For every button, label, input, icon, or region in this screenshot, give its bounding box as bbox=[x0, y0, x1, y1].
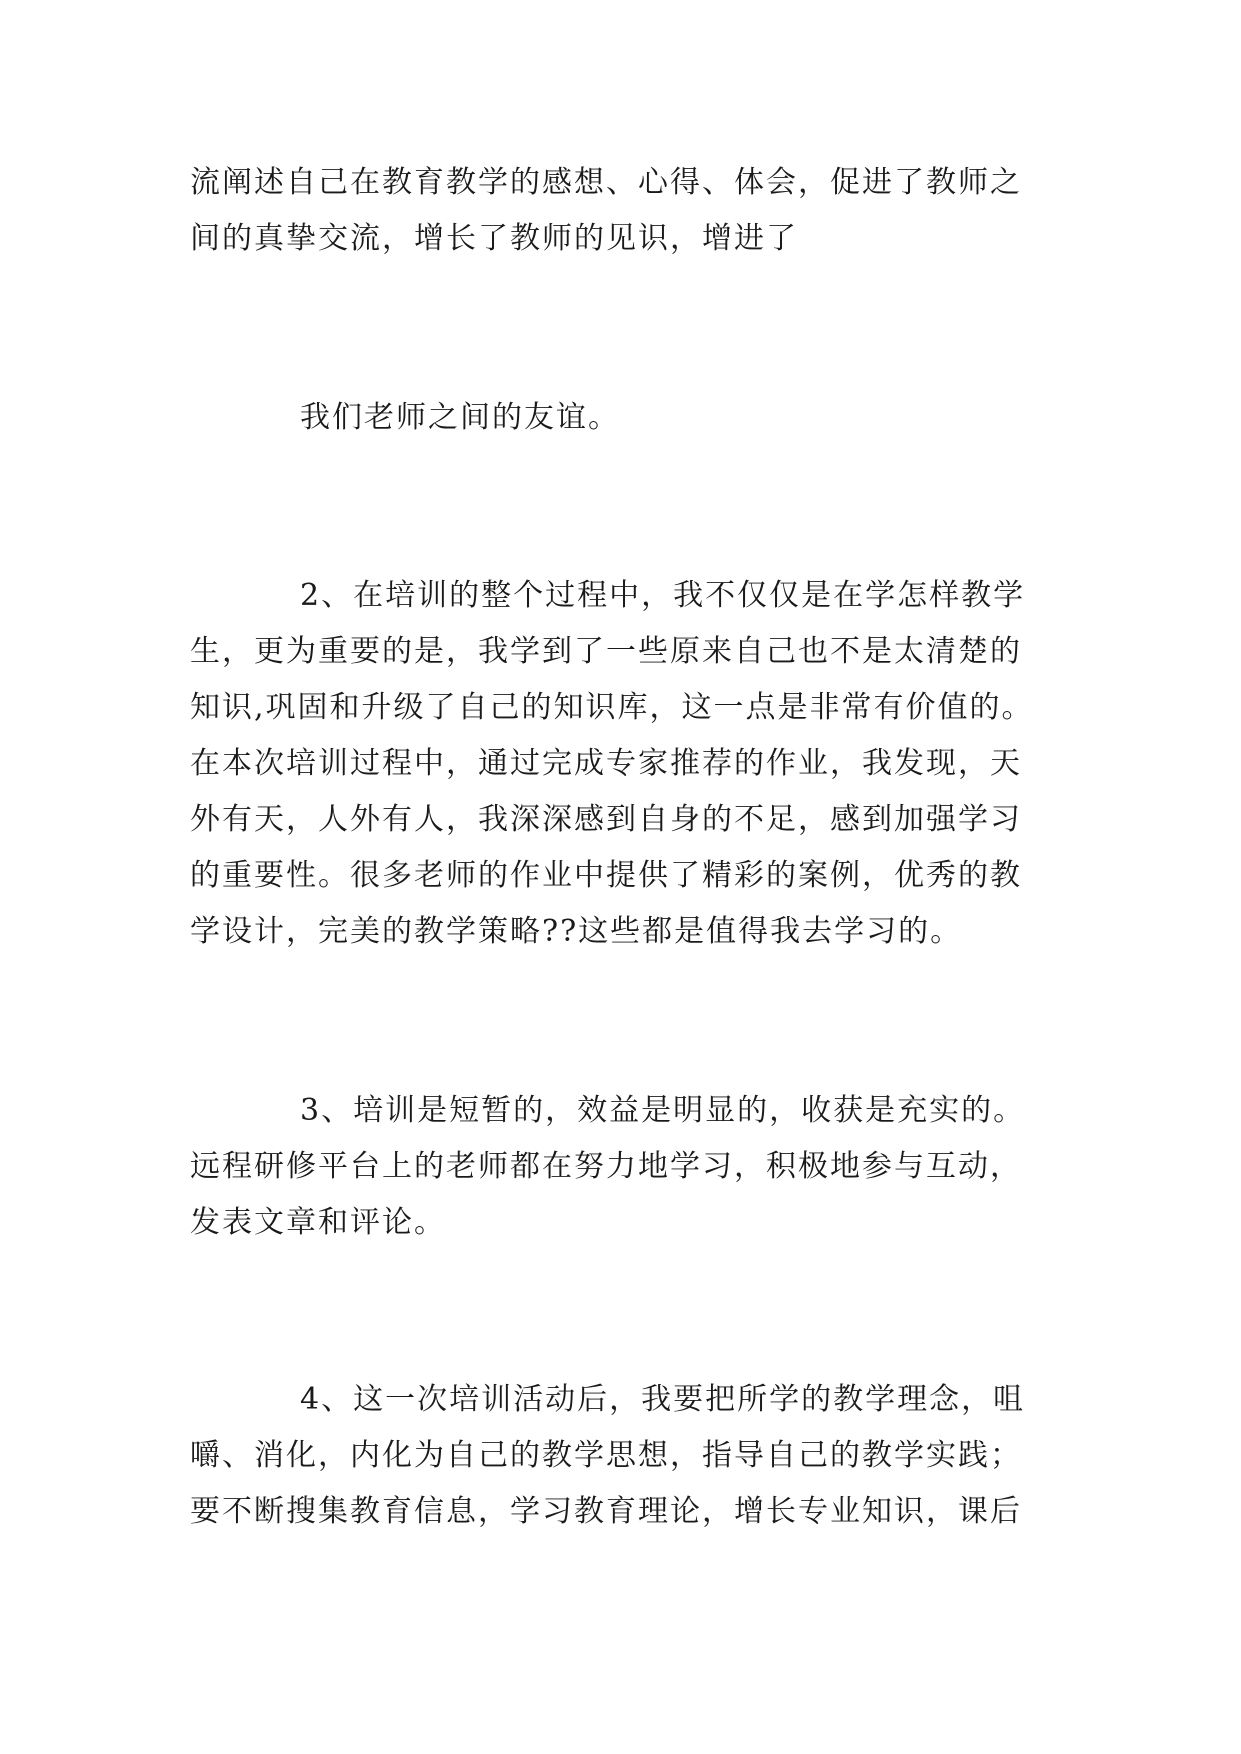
paragraph-3-line-1: 远程研修平台上的老师都在努力地学习，积极地参与互动， bbox=[190, 1149, 1022, 1184]
paragraph-2-line-6: 学设计，完美的教学策略??这些都是值得我去学习的。 bbox=[190, 914, 963, 949]
paragraph-2-line-4: 外有天，人外有人，我深深感到自身的不足，感到加强学习 bbox=[190, 802, 1022, 837]
paragraph-4-line-1: 嚼、消化，内化为自己的教学思想，指导自己的教学实践； bbox=[190, 1438, 1022, 1473]
paragraph-2-line-2: 知识,巩固和升级了自己的知识库，这一点是非常有价值的。 bbox=[190, 690, 1034, 725]
paragraph-3-line-2: 发表文章和评论。 bbox=[190, 1205, 446, 1240]
paragraph-0-line-0: 流阐述自己在教育教学的感想、心得、体会，促进了教师之 bbox=[190, 165, 1022, 200]
paragraph-2-line-1: 生，更为重要的是，我学到了一些原来自己也不是太清楚的 bbox=[190, 634, 1022, 669]
paragraph-3-line-0: 3、培训是短暂的，效益是明显的，收获是充实的。 bbox=[300, 1093, 1026, 1128]
paragraph-1-line-0: 我们老师之间的友谊。 bbox=[300, 400, 620, 435]
paragraph-4-line-0: 4、这一次培训活动后，我要把所学的教学理念，咀 bbox=[300, 1382, 1026, 1417]
paragraph-0-line-1: 间的真挚交流，增长了教师的见识，增进了 bbox=[190, 221, 798, 256]
paragraph-2-line-3: 在本次培训过程中，通过完成专家推荐的作业，我发现，天 bbox=[190, 746, 1022, 781]
paragraph-2-line-0: 2、在培训的整个过程中，我不仅仅是在学怎样教学 bbox=[300, 578, 1026, 613]
paragraph-4-line-2: 要不断搜集教育信息，学习教育理论，增长专业知识，课后 bbox=[190, 1494, 1022, 1529]
paragraph-2-line-5: 的重要性。很多老师的作业中提供了精彩的案例，优秀的教 bbox=[190, 858, 1022, 893]
